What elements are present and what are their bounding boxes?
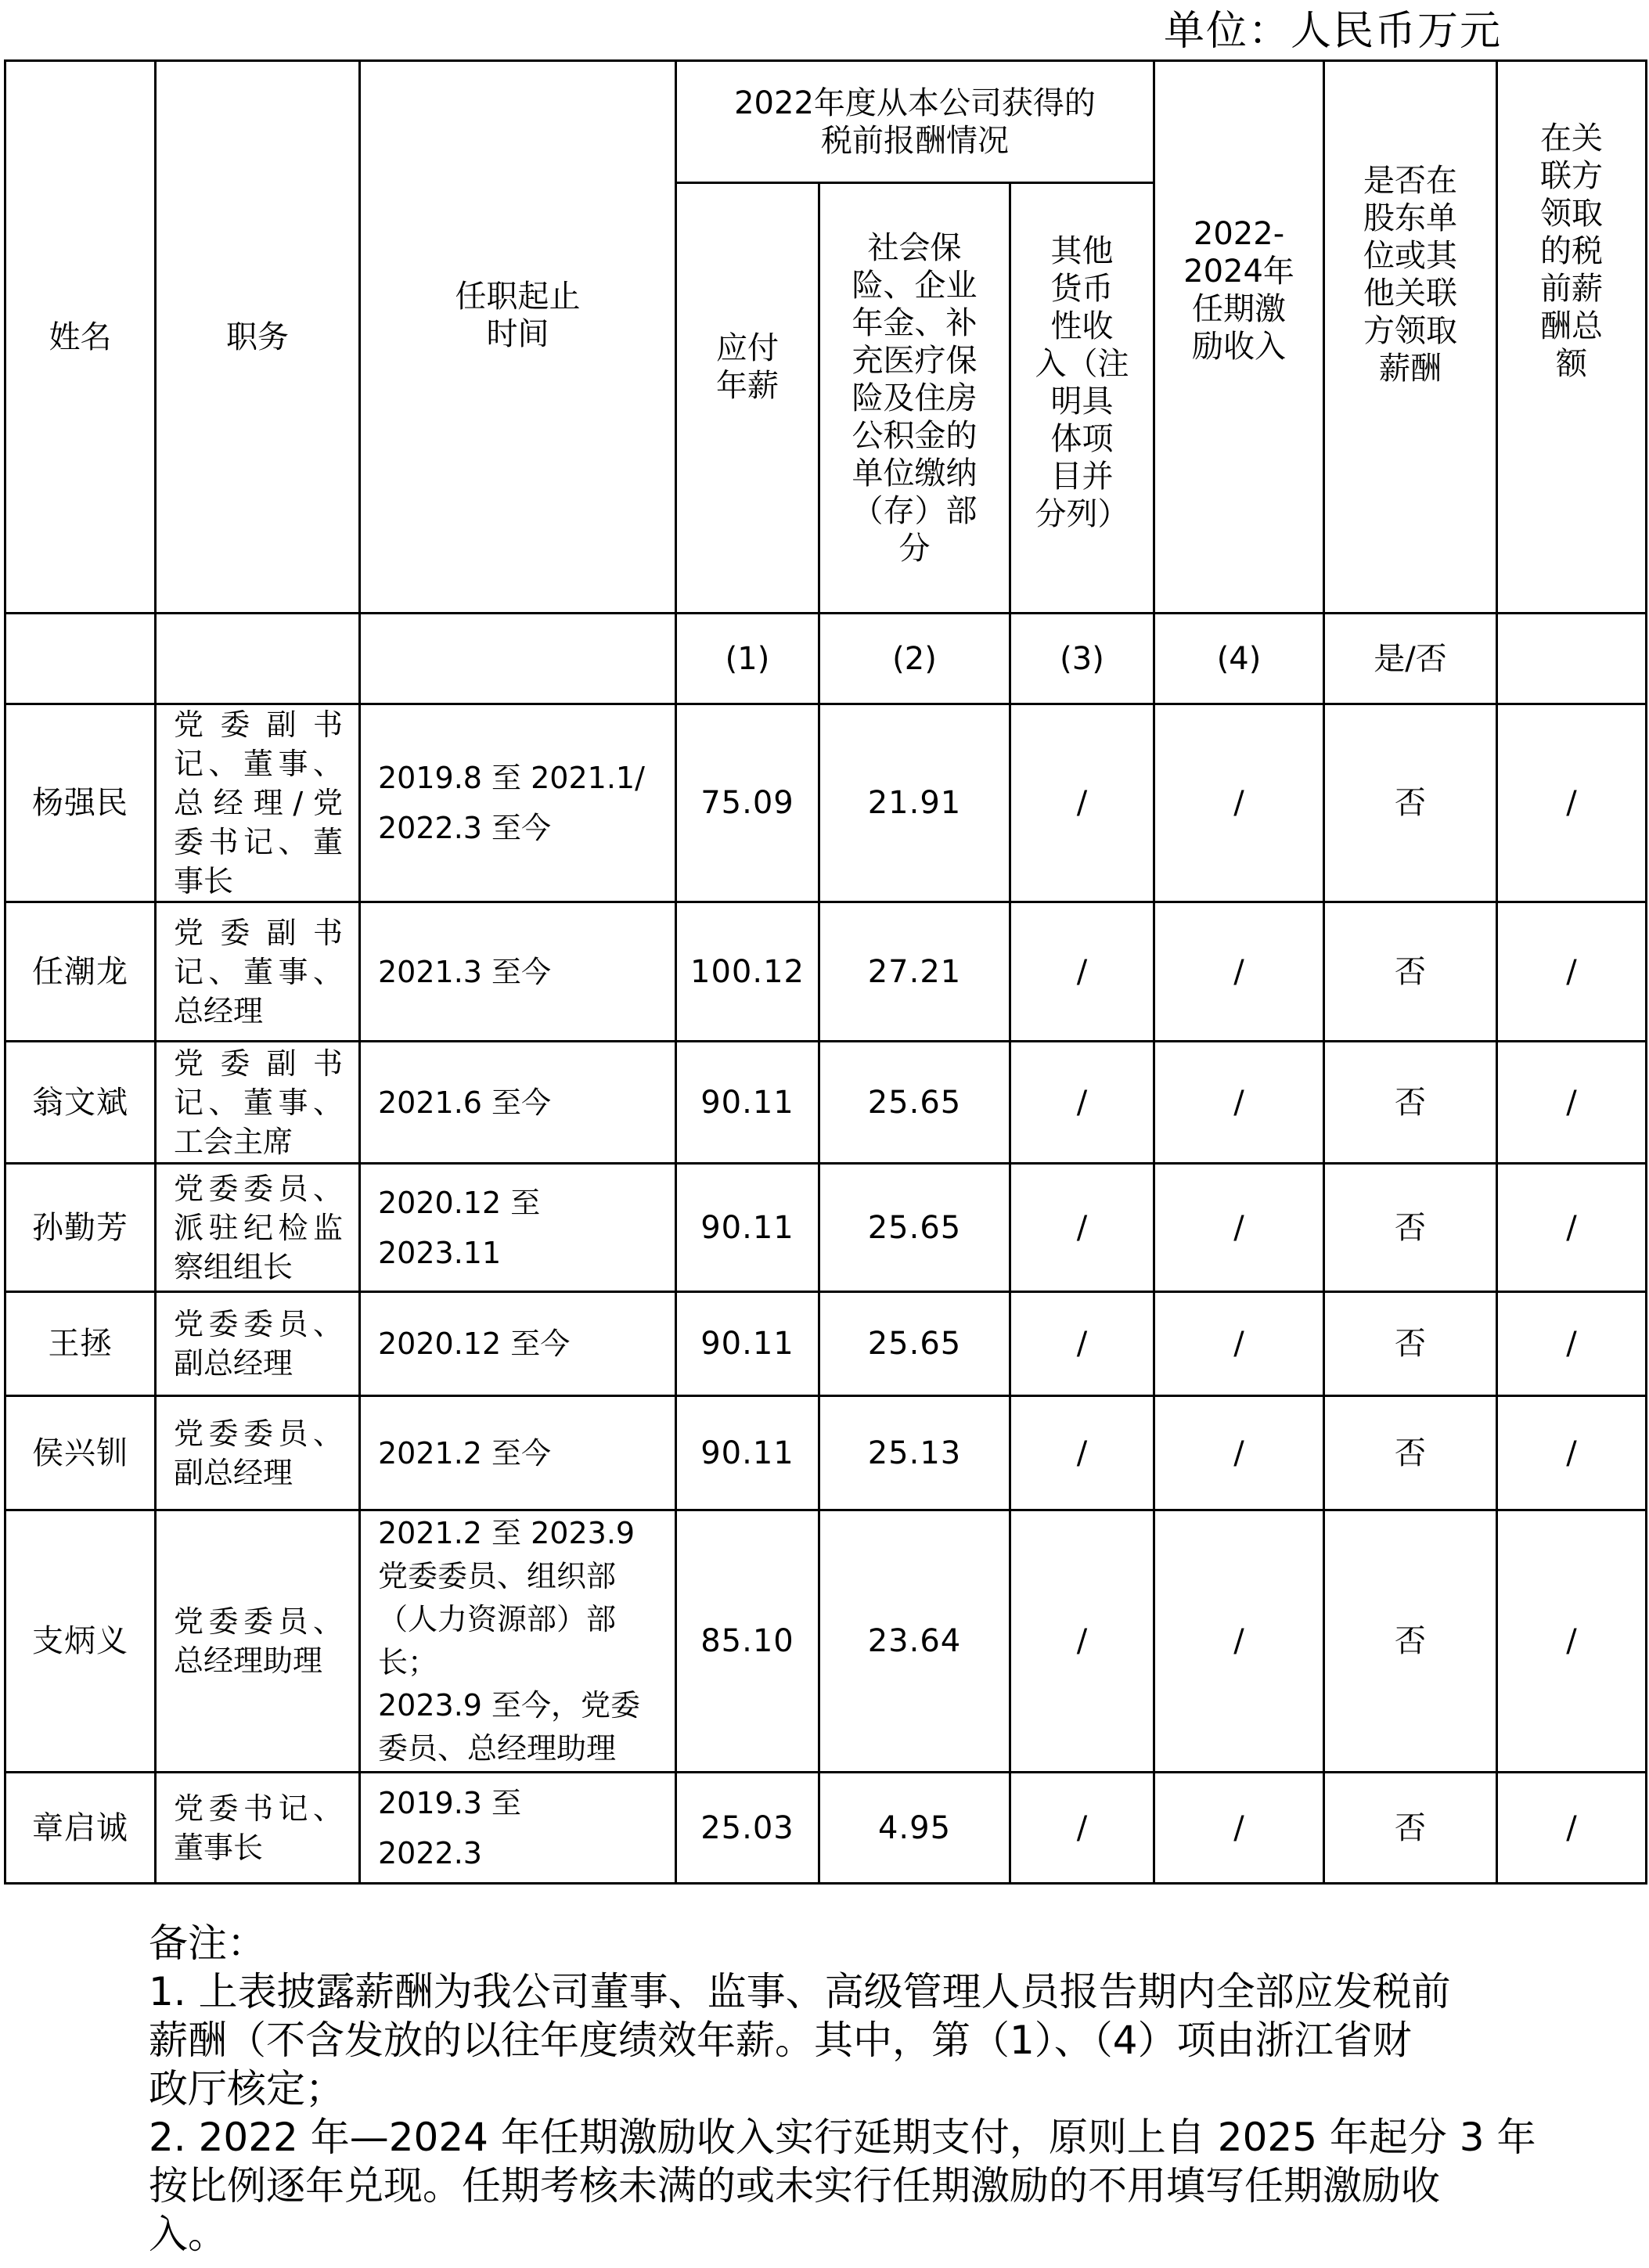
header-incentive-line: 任期激 xyxy=(1192,290,1287,327)
cell-position xyxy=(156,1292,360,1396)
position-line: 党委副书 xyxy=(174,915,343,950)
cell-position xyxy=(156,1042,360,1164)
cell-position xyxy=(156,1510,360,1773)
table-row xyxy=(5,1773,1647,1884)
cell-term xyxy=(360,704,676,902)
term-line: 2019.3 至 xyxy=(378,1785,522,1820)
header-flag-line: 是否在 xyxy=(1363,162,1458,199)
cell-related-party-pay: / xyxy=(1497,704,1647,902)
cell-social-insurance: 25.65 xyxy=(819,1042,1010,1164)
cell-related-party-flag: 否 xyxy=(1324,1396,1497,1510)
cell-related-party-pay: / xyxy=(1497,902,1647,1042)
header-si-line: 险及住房 xyxy=(852,380,978,416)
header-flag-line: 薪酬 xyxy=(1379,350,1442,387)
cell-incentive: / xyxy=(1154,902,1324,1042)
cell-position xyxy=(156,1396,360,1510)
header-incentive xyxy=(1154,61,1324,614)
note-line: 政厅核定； xyxy=(149,2066,344,2111)
term-line: 2022.3 xyxy=(378,1835,482,1870)
term-line: 党委委员、组织部 xyxy=(378,1559,617,1593)
cell-related-party-pay: / xyxy=(1497,1292,1647,1396)
header-oi-line: 货币 xyxy=(1050,270,1114,307)
cell-related-party-pay: / xyxy=(1497,1164,1647,1292)
cell-incentive: / xyxy=(1154,1292,1324,1396)
cell-other-income: / xyxy=(1010,902,1154,1042)
cell-incentive: / xyxy=(1154,1773,1324,1884)
index-related-party-flag: 是/否 xyxy=(1324,614,1497,704)
header-pay-line: 领取 xyxy=(1540,195,1604,232)
cell-other-income: / xyxy=(1010,1292,1154,1396)
header-social-insurance xyxy=(819,183,1010,614)
cell-social-insurance: 25.65 xyxy=(819,1164,1010,1292)
header-oi-line: 分列） xyxy=(1035,495,1129,532)
cell-social-insurance: 23.64 xyxy=(819,1510,1010,1773)
cell-annual-salary: 90.11 xyxy=(676,1292,819,1396)
header-row-1 xyxy=(5,61,1647,183)
index-other-income: (3) xyxy=(1010,614,1154,704)
note-line: 入。 xyxy=(149,2212,227,2257)
note-line: 2. 2022 年—2024 年任期激励收入实行延期支付，原则上自 2025 年起分 3 年 xyxy=(149,2115,1536,2160)
cell-other-income: / xyxy=(1010,1510,1154,1773)
term-line: 2021.6 至今 xyxy=(378,1085,552,1120)
header-si-line: 社会保 xyxy=(867,229,962,266)
cell-social-insurance: 21.91 xyxy=(819,704,1010,902)
position-line: 党委委员、 xyxy=(174,1307,343,1341)
position-line: 总经理助理 xyxy=(174,1643,323,1678)
header-flag-line: 方领取 xyxy=(1363,312,1458,349)
header-si-line: 公积金的 xyxy=(852,417,978,454)
index-cell-term xyxy=(360,614,676,704)
index-incentive: (4) xyxy=(1154,614,1324,704)
header-annual-line: 年薪 xyxy=(716,367,779,404)
header-pay-line: 在关 xyxy=(1540,120,1604,157)
cell-related-party-flag: 否 xyxy=(1324,902,1497,1042)
cell-social-insurance: 25.65 xyxy=(819,1292,1010,1396)
cell-other-income: / xyxy=(1010,704,1154,902)
header-flag-line: 股东单 xyxy=(1363,200,1458,236)
cell-position xyxy=(156,1773,360,1884)
index-row xyxy=(5,614,1647,704)
header-si-line: 单位缴纳 xyxy=(852,455,978,491)
unit-label: 单位：人民币万元 xyxy=(1164,8,1503,55)
header-oi-line: 体项 xyxy=(1050,420,1114,457)
cell-other-income: / xyxy=(1010,1164,1154,1292)
table-row xyxy=(5,1292,1647,1396)
cell-related-party-pay: / xyxy=(1497,1510,1647,1773)
term-line: 2020.12 至今 xyxy=(378,1327,571,1361)
index-annual-salary: (1) xyxy=(676,614,819,704)
cell-annual-salary: 85.10 xyxy=(676,1510,819,1773)
cell-term xyxy=(360,1396,676,1510)
position-line: 党委委员、 xyxy=(174,1416,343,1451)
position-line: 记、董事、 xyxy=(174,954,343,989)
cell-incentive: / xyxy=(1154,1042,1324,1164)
cell-term xyxy=(360,902,676,1042)
cell-name: 王拯 xyxy=(5,1292,156,1396)
header-term-line1: 任职起止 xyxy=(455,278,581,315)
cell-annual-salary: 90.11 xyxy=(676,1164,819,1292)
position-line: 总经理/党 xyxy=(174,786,343,820)
cell-term xyxy=(360,1292,676,1396)
header-si-line: 险、企业 xyxy=(852,267,978,304)
header-flag-line: 他关联 xyxy=(1363,275,1458,311)
notes-section xyxy=(149,1919,1536,2259)
cell-related-party-flag: 否 xyxy=(1324,1510,1497,1773)
table-row xyxy=(5,902,1647,1042)
header-pay-line: 联方 xyxy=(1540,157,1604,194)
index-cell-name xyxy=(5,614,156,704)
cell-social-insurance: 4.95 xyxy=(819,1773,1010,1884)
index-related-party-pay xyxy=(1497,614,1647,704)
note-line: 薪酬（不含发放的以往年度绩效年薪。其中，第（1）、（4）项由浙江省财 xyxy=(149,2018,1412,2063)
cell-incentive: / xyxy=(1154,1396,1324,1510)
table-row xyxy=(5,1396,1647,1510)
table-row xyxy=(5,1042,1647,1164)
cell-related-party-pay: / xyxy=(1497,1396,1647,1510)
position-line: 党委副书 xyxy=(174,707,343,742)
header-incentive-line: 2022- xyxy=(1193,215,1285,252)
table-row xyxy=(5,704,1647,902)
cell-related-party-flag: 否 xyxy=(1324,1042,1497,1164)
header-name: 姓名 xyxy=(5,61,156,614)
index-cell-position xyxy=(156,614,360,704)
cell-related-party-pay: / xyxy=(1497,1773,1647,1884)
position-line: 记、董事、 xyxy=(174,747,343,781)
cell-name: 侯兴钏 xyxy=(5,1396,156,1510)
cell-term xyxy=(360,1510,676,1773)
position-line: 记、董事、 xyxy=(174,1085,343,1120)
table-row xyxy=(5,1164,1647,1292)
header-incentive-line: 励收入 xyxy=(1192,328,1287,365)
header-oi-line: 入（注 xyxy=(1035,345,1129,382)
cell-name: 杨强民 xyxy=(5,704,156,902)
header-pretax-group xyxy=(676,61,1154,183)
cell-related-party-pay: / xyxy=(1497,1042,1647,1164)
header-pay-line: 前薪 xyxy=(1540,270,1604,307)
position-line: 总经理 xyxy=(174,993,264,1028)
header-term-line2: 时间 xyxy=(486,315,549,352)
cell-name: 章启诚 xyxy=(5,1773,156,1884)
cell-annual-salary: 75.09 xyxy=(676,704,819,902)
cell-name: 支炳义 xyxy=(5,1510,156,1773)
term-line: 2023.9 至今，党委 xyxy=(378,1688,641,1723)
term-line: 2023.11 xyxy=(378,1235,502,1270)
cell-other-income: / xyxy=(1010,1396,1154,1510)
term-line: 2019.8 至 2021.1/ xyxy=(378,761,645,795)
cell-social-insurance: 25.13 xyxy=(819,1396,1010,1510)
term-line: 长； xyxy=(378,1645,438,1679)
position-line: 事长 xyxy=(174,864,234,898)
header-si-line: 分 xyxy=(898,530,931,567)
cell-name: 孙勤芳 xyxy=(5,1164,156,1292)
header-other-income xyxy=(1010,183,1154,614)
term-line: 2021.2 至今 xyxy=(378,1435,552,1471)
header-pay-line: 额 xyxy=(1556,345,1588,382)
header-oi-line: 目并 xyxy=(1050,458,1114,495)
header-oi-line: 其他 xyxy=(1050,232,1114,269)
cell-annual-salary: 100.12 xyxy=(676,902,819,1042)
term-line: 2020.12 至 xyxy=(378,1185,541,1220)
header-annual-line: 应付 xyxy=(716,329,779,366)
position-line: 党委委员、 xyxy=(174,1171,343,1206)
compensation-table xyxy=(4,59,1647,1885)
cell-annual-salary: 90.11 xyxy=(676,1042,819,1164)
header-position: 职务 xyxy=(156,61,360,614)
position-line: 派驻纪检监 xyxy=(174,1210,343,1245)
position-line: 党委委员、 xyxy=(174,1604,343,1639)
cell-term xyxy=(360,1773,676,1884)
term-line: （人力资源部）部 xyxy=(378,1602,617,1636)
term-line: 2021.3 至今 xyxy=(378,954,552,989)
header-si-line: （存）部 xyxy=(852,492,978,529)
cell-position xyxy=(156,704,360,902)
cell-annual-salary: 90.11 xyxy=(676,1396,819,1510)
header-si-line: 充医疗保 xyxy=(852,342,978,379)
position-line: 副总经理 xyxy=(174,1346,293,1381)
header-group-line2: 税前报酬情况 xyxy=(821,122,1010,159)
header-related-party-pay xyxy=(1497,61,1647,614)
cell-incentive: / xyxy=(1154,1510,1324,1773)
note-line: 1. 上表披露薪酬为我公司董事、监事、高级管理人员报告期内全部应发税前 xyxy=(149,1969,1451,2014)
header-flag-line: 位或其 xyxy=(1363,237,1458,274)
position-line: 党委书记、 xyxy=(174,1791,343,1826)
position-line: 党委副书 xyxy=(174,1046,343,1081)
cell-annual-salary: 25.03 xyxy=(676,1773,819,1884)
position-line: 副总经理 xyxy=(174,1455,293,1490)
header-annual-salary xyxy=(676,183,819,614)
cell-related-party-flag: 否 xyxy=(1324,1292,1497,1396)
cell-related-party-flag: 否 xyxy=(1324,1164,1497,1292)
cell-incentive: / xyxy=(1154,1164,1324,1292)
cell-related-party-flag: 否 xyxy=(1324,704,1497,902)
table-row xyxy=(5,1510,1647,1773)
header-pay-line: 酬总 xyxy=(1540,308,1604,344)
notes-title: 备注： xyxy=(149,1921,266,1966)
header-oi-line: 明具 xyxy=(1050,383,1114,419)
position-line: 察组组长 xyxy=(174,1249,293,1284)
cell-incentive: / xyxy=(1154,704,1324,902)
position-line: 工会主席 xyxy=(174,1124,293,1159)
index-social-insurance: (2) xyxy=(819,614,1010,704)
cell-other-income: / xyxy=(1010,1773,1154,1884)
header-oi-line: 性收 xyxy=(1050,308,1114,344)
cell-other-income: / xyxy=(1010,1042,1154,1164)
position-line: 委书记、董 xyxy=(174,825,343,859)
position-line: 董事长 xyxy=(174,1830,264,1865)
cell-name: 翁文斌 xyxy=(5,1042,156,1164)
header-group-line1: 2022年度从本公司获得的 xyxy=(734,85,1096,121)
header-term xyxy=(360,61,676,614)
cell-name: 任潮龙 xyxy=(5,902,156,1042)
cell-social-insurance: 27.21 xyxy=(819,902,1010,1042)
term-line: 2021.2 至 2023.9 xyxy=(378,1516,635,1550)
term-line: 2022.3 至今 xyxy=(378,811,552,845)
header-related-party-flag xyxy=(1324,61,1497,614)
cell-related-party-flag: 否 xyxy=(1324,1773,1497,1884)
cell-position xyxy=(156,1164,360,1292)
cell-term xyxy=(360,1164,676,1292)
header-incentive-line: 2024年 xyxy=(1183,253,1294,290)
term-line: 委员、总经理助理 xyxy=(378,1731,617,1766)
note-line: 按比例逐年兑现。任期考核未满的或未实行任期激励的不用填写任期激励收 xyxy=(149,2163,1440,2209)
cell-position xyxy=(156,902,360,1042)
cell-term xyxy=(360,1042,676,1164)
header-si-line: 年金、补 xyxy=(852,304,978,341)
header-pay-line: 的税 xyxy=(1540,232,1604,269)
